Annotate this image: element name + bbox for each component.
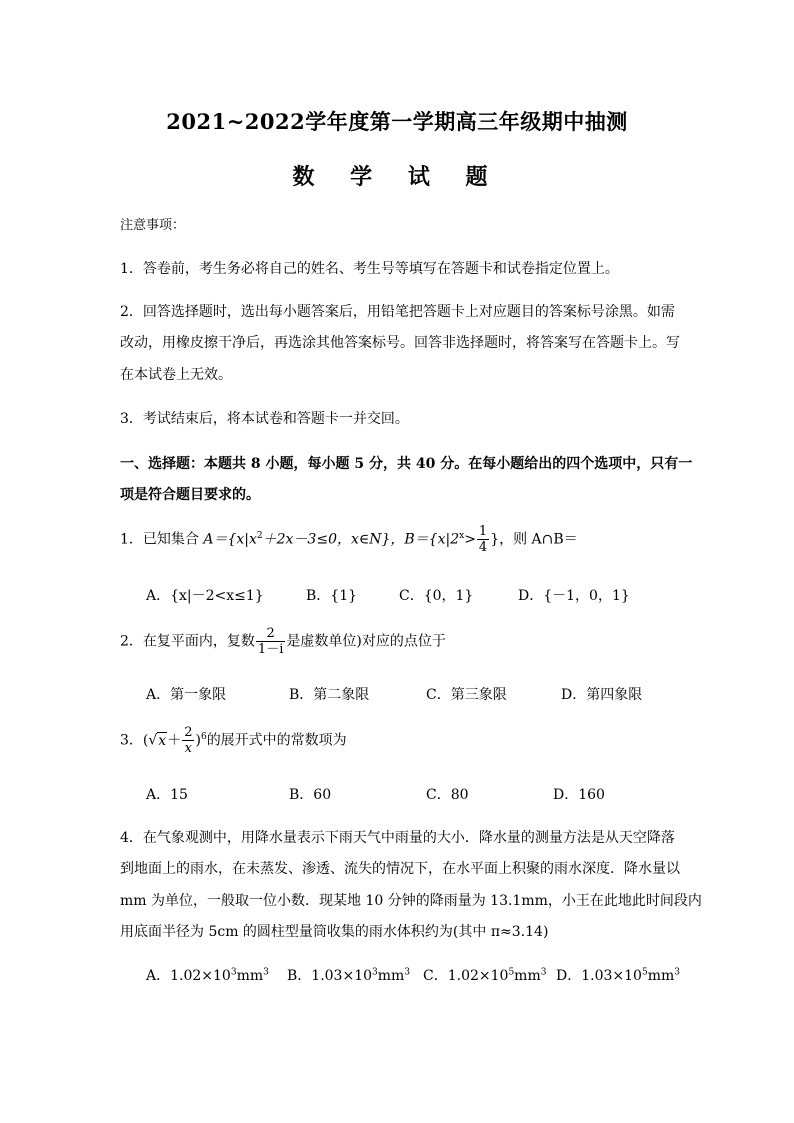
question-4-line-4: 用底面半径为 5cm 的圆柱型量筒收集的雨水体积约为(其中 π≈3.14) [120,924,549,940]
q3-option-c: C．80 [426,787,469,803]
q2-fraction [256,626,285,657]
note-2-line-3: 在本试卷上无效。 [120,367,232,383]
q3-exponent-6: 6 [200,731,207,742]
exam-title: 2021~2022学年度第一学期高三年级期中抽测 [166,109,628,134]
q2-option-a: A．第一象限 [146,687,227,703]
note-3: 3．考试结束后，将本试卷和答题卡一并交回。 [120,411,409,427]
q2-frac-den: 1－i [257,642,284,657]
q4-option-d [556,965,680,985]
q3-close: ) [195,732,201,749]
note-2-line-2: 改动，用橡皮擦干净后，再选涂其他答案标号。回答非选择题时，将答案写在答题卡上。写 [120,335,680,351]
question-2 [120,626,446,657]
q4-option-c [423,965,546,985]
q4-a-base: A．1.02×10 [146,968,231,984]
question-4-line-2: 到地面上的雨水，在未蒸发、渗透、流失的情况下，在水平面上积聚的雨水深度．降水量以 [120,861,680,877]
q3-option-a: A．15 [146,787,188,803]
q3-sqrt: √x [148,732,167,749]
q4-d-unit: mm [647,968,675,984]
q1-exponent-x: x [459,530,465,541]
q3-fraction [182,725,194,756]
question-3 [120,725,347,756]
q4-b-unit: mm [377,968,405,984]
q1-exponent-2: 2 [256,530,263,541]
q3-suffix: 的展开式中的常数项为 [206,732,347,749]
section-heading-line-2: 项是符合题目要求的。 [120,487,260,503]
q4-c-exp: 5 [508,967,515,978]
q4-a-exp: 3 [230,967,237,978]
q1-option-a: A．{x|－2<x≤1} [146,588,264,604]
q2-suffix: 是虚数单位)对应的点位于 [286,633,446,650]
q2-option-d: D．第四象限 [561,687,643,703]
q1-frac-num: 1 [478,524,488,539]
q4-d-unit-exp: 3 [674,967,680,978]
q3-prefix: 3．( [120,732,149,749]
q3-sqrt-x: x [158,732,167,749]
notes-heading: 注意事项： [120,218,186,233]
q3-option-d: D．160 [553,787,605,803]
exam-subject: 数 学 试 题 [292,164,502,190]
q2-option-c: C．第三象限 [426,687,507,703]
q4-c-base: C．1.02×10 [423,968,509,984]
q3-plus: ＋ [167,732,182,749]
q2-option-b: B．第二象限 [289,687,370,703]
q2-frac-num: 2 [256,626,285,642]
section-heading-line-1: 一、选择题：本题共 8 小题，每小题 5 分，共 40 分。在每小题给出的四个选项中，只有一 [120,456,693,472]
q1-option-d: D．{－1，0，1} [518,588,630,604]
q4-d-base: D．1.03×10 [556,968,642,984]
q4-option-a [146,965,269,985]
q4-d-exp: 5 [641,967,648,978]
question-4-line-1: 4．在气象观测中，用降水量表示下雨天气中雨量的大小．降水量的测量方法是从天空降落 [120,830,675,846]
q4-b-base: B．1.03×10 [287,968,373,984]
q1-fraction [477,524,489,555]
q4-b-unit-exp: 3 [404,967,411,978]
q4-option-b [287,965,410,985]
q1-frac-den: 4 [478,540,488,555]
note-2-line-1: 2．回答选择题时，选出每小题答案后，用铅笔把答题卡上对应题目的答案标号涂黑。如需 [120,304,675,320]
q2-prefix: 2．在复平面内，复数 [120,633,255,650]
note-1: 1．答卷前，考生务必将自己的姓名、考生号等填写在答题卡和试卷指定位置上。 [120,261,619,277]
q4-b-exp: 3 [372,967,378,978]
q1-suffix: }，则 A∩B＝ [490,531,578,548]
q1-set-a: A＝{x|x [203,531,257,548]
q1-option-c: C．{0，1} [399,588,474,604]
q3-option-b: B．60 [289,787,332,803]
q1-gt: > [464,531,476,548]
q4-c-unit: mm [514,968,541,984]
question-4-line-3: mm 为单位，一般取一位小数．现某地 10 分钟的降雨量为 13.1mm，小王在此地此时间段内 [120,893,702,909]
q4-c-unit-exp: 3 [540,967,547,978]
question-1 [120,524,578,555]
q3-frac-num: 2 [184,725,193,740]
q3-frac-den: x [184,741,193,756]
q4-a-unit: mm [236,968,264,984]
q1-option-b: B．{1} [306,588,358,604]
q4-a-unit-exp: 3 [263,967,269,978]
q1-set-rest: ＋2x－3≤0，x∈N}，B＝{x|2 [262,531,460,548]
q1-prefix: 1．已知集合 [120,531,204,548]
